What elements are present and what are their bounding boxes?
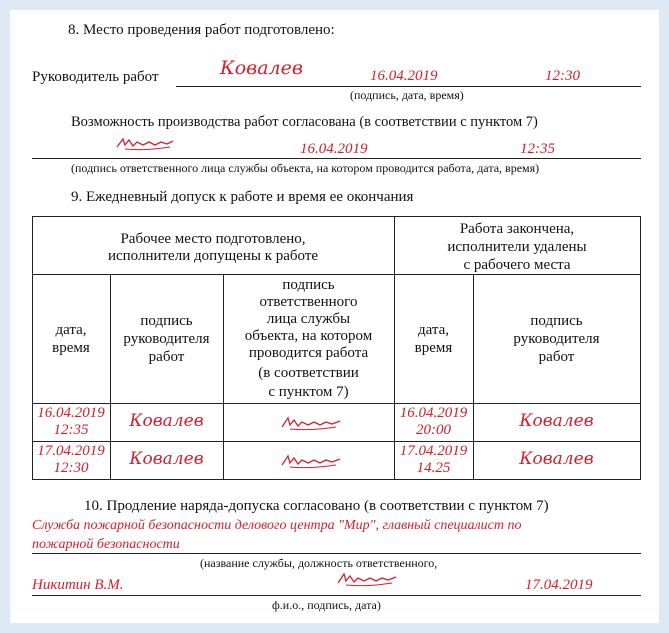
service-caption: (название службы, должность ответственного, xyxy=(200,556,438,570)
col-responsible-line5: проводится работа xyxy=(248,345,369,361)
col-responsible-line3: лица службы xyxy=(266,311,351,327)
agreement-signature-line xyxy=(32,158,641,159)
name-caption: ф.и.о., подпись, дата) xyxy=(272,598,381,612)
row-start-time: 12:30 xyxy=(53,460,89,476)
responsible-name: Никитин В.М. xyxy=(32,577,124,593)
col-end-manager-sig-line3: работ xyxy=(538,349,575,365)
manager-time: 12:30 xyxy=(545,68,580,84)
row-end-time: 20:00 xyxy=(416,422,451,438)
col-responsible-line1: подпись xyxy=(282,277,335,293)
section-10-title: 10. Продление наряда-допуска согласовано (в соответствии с пунктом 7) xyxy=(84,498,549,514)
row-end-time: 14.25 xyxy=(416,460,451,476)
agree-caption: (подпись ответственного лица службы объекта, на котором проводится работа, дата, время) xyxy=(71,161,540,175)
manager-date: 16.04.2019 xyxy=(370,68,438,84)
col-end-manager-sig-line2: руководителя xyxy=(513,331,600,347)
col-manager-sig-line1: подпись xyxy=(140,313,193,329)
col-responsible-line7: с пунктом 7) xyxy=(268,384,349,400)
col-responsible-line2: ответственного xyxy=(259,294,358,310)
row-start-date: 16.04.2019 xyxy=(37,405,105,421)
manager-label: Руководитель работ xyxy=(32,69,159,85)
name-line xyxy=(32,595,641,596)
row-manager-signature: Ковалев xyxy=(129,449,204,469)
col-manager-sig-line3: работ xyxy=(148,349,185,365)
col-date-time-line1: дата, xyxy=(55,322,87,338)
extension-date: 17.04.2019 xyxy=(525,577,593,593)
row-end-date: 16.04.2019 xyxy=(399,405,468,421)
manager-signature-line xyxy=(176,86,641,87)
col-end-date-time-line1: дата, xyxy=(417,322,450,338)
service-line xyxy=(32,553,641,554)
header-admitted-line1: Рабочее место подготовлено, xyxy=(120,231,306,247)
extension-signature-scribble xyxy=(336,570,398,588)
col-manager-sig-line2: руководителя xyxy=(123,331,210,347)
section-9-title: 9. Ежедневный допуск к работе и время ее окончания xyxy=(71,189,414,205)
row-end-date: 17.04.2019 xyxy=(399,443,468,459)
header-finished-line1: Работа закончена, xyxy=(459,221,575,237)
responsible-signature-scribble xyxy=(115,133,175,153)
col-end-date-time-line2: время xyxy=(414,340,453,356)
row-manager-signature: Ковалев xyxy=(129,411,204,431)
header-finished-line3: с рабочего места xyxy=(463,257,571,273)
header-admitted-line2: исполнители допущены к работе xyxy=(107,248,319,264)
work-permit-form xyxy=(10,10,659,623)
col-end-manager-sig-line1: подпись xyxy=(530,313,583,329)
agree-date: 16.04.2019 xyxy=(300,141,368,157)
agreement-text: Возможность производства работ согласована (в соответствии с пунктом 7) xyxy=(71,114,538,130)
section-8-title: 8. Место проведения работ подготовлено: xyxy=(68,22,335,38)
row-responsible-signature-scribble xyxy=(280,413,342,433)
row-responsible-signature-scribble xyxy=(280,451,342,471)
row-end-signature: Ковалев xyxy=(519,411,594,431)
service-line1: Служба пожарной безопасности делового центра "Мир", главный специалист по xyxy=(32,518,522,533)
manager-caption: (подпись, дата, время) xyxy=(350,88,464,102)
row-start-time: 12:35 xyxy=(53,422,89,438)
agree-time: 12:35 xyxy=(520,141,555,157)
row-end-signature: Ковалев xyxy=(519,449,594,469)
col-responsible-line6: (в соответствии xyxy=(258,365,359,381)
manager-signature: Ковалев xyxy=(220,57,303,79)
service-line2: пожарной безопасности xyxy=(32,537,180,552)
col-date-time-line2: время xyxy=(52,340,90,356)
header-finished-line2: исполнители удалены xyxy=(447,239,587,255)
row-start-date: 17.04.2019 xyxy=(37,443,105,459)
col-responsible-line4: объекта, на котором xyxy=(244,328,373,344)
